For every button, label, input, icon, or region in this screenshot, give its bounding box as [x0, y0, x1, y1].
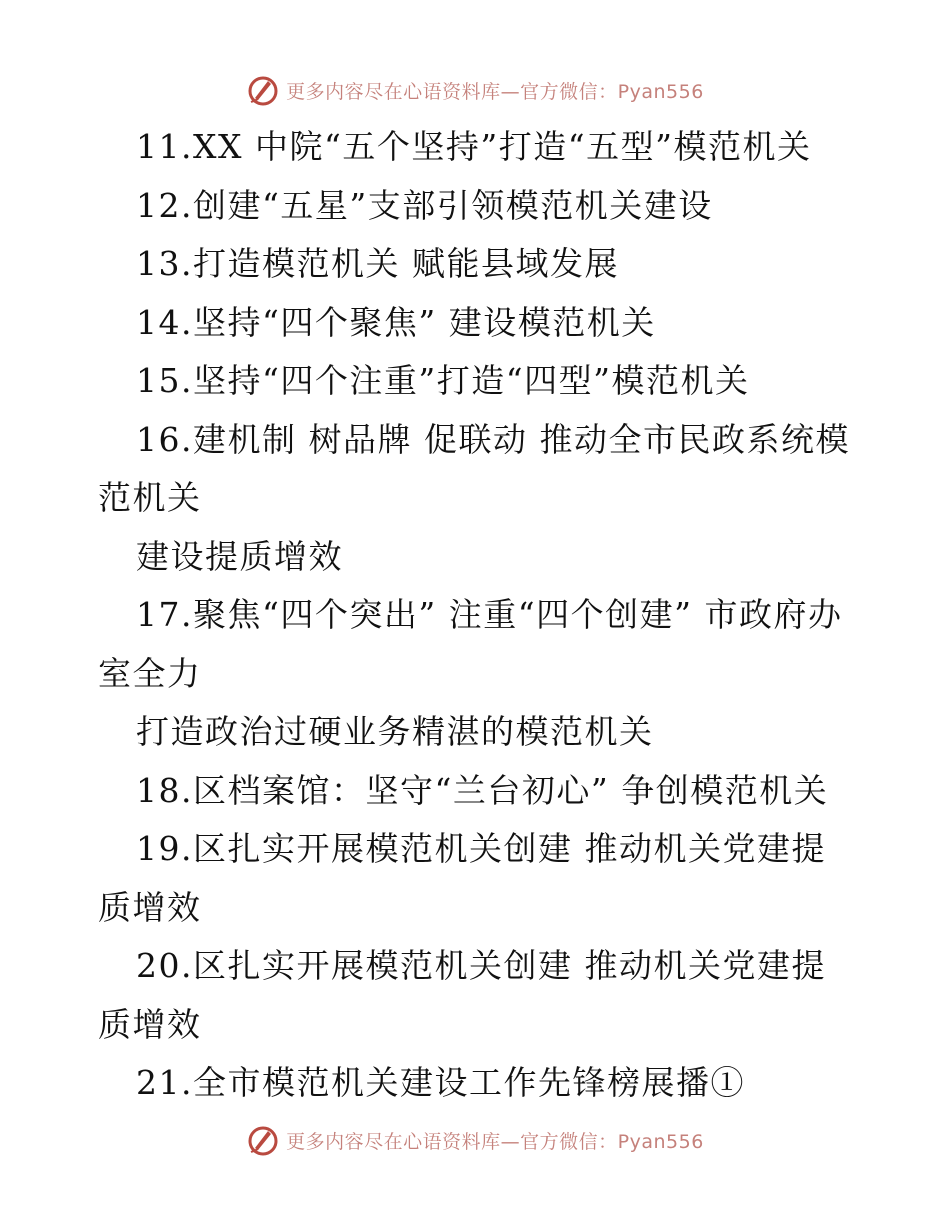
header-banner	[0, 70, 950, 110]
quill-pen-logo-icon	[246, 1123, 280, 1157]
footer-banner	[0, 1120, 950, 1160]
list-item: 16.建机制 树品牌 促联动 推动全市民政系统模范机关	[98, 419, 850, 517]
list-item: 21.全市模范机关建设工作先锋榜展播①	[136, 1063, 745, 1102]
list-item: 13.打造模范机关 赋能县域发展	[136, 244, 619, 283]
list-item: 17.聚焦“四个突出” 注重“四个创建” 市政府办室全力	[98, 595, 843, 693]
list-item: 18.区档案馆：坚守“兰台初心” 争创模范机关	[136, 770, 829, 810]
list-item: 建设提质增效	[136, 536, 343, 576]
list-item: 20.区扎实开展模范机关创建 推动机关党建提质增效	[98, 946, 826, 1044]
list-item: 15.坚持“四个注重”打造“四型”模范机关	[136, 361, 750, 400]
list-item: 11.XX 中院“五个坚持”打造“五型”模范机关	[136, 127, 812, 166]
footer-banner-text: 更多内容尽在心语资料库—官方微信：Pyan556	[286, 1130, 704, 1153]
list-item: 12.创建“五星”支部引领模范机关建设	[136, 185, 713, 225]
list-item: 19.区扎实开展模范机关创建 推动机关党建提质增效	[98, 829, 826, 927]
document-body	[98, 118, 858, 1113]
header-banner-text: 更多内容尽在心语资料库—官方微信：Pyan556	[286, 80, 704, 103]
list-item: 打造政治过硬业务精湛的模范机关	[136, 712, 654, 751]
quill-pen-logo-icon	[246, 73, 280, 107]
list-item: 14.坚持“四个聚焦” 建设模范机关	[136, 302, 656, 342]
